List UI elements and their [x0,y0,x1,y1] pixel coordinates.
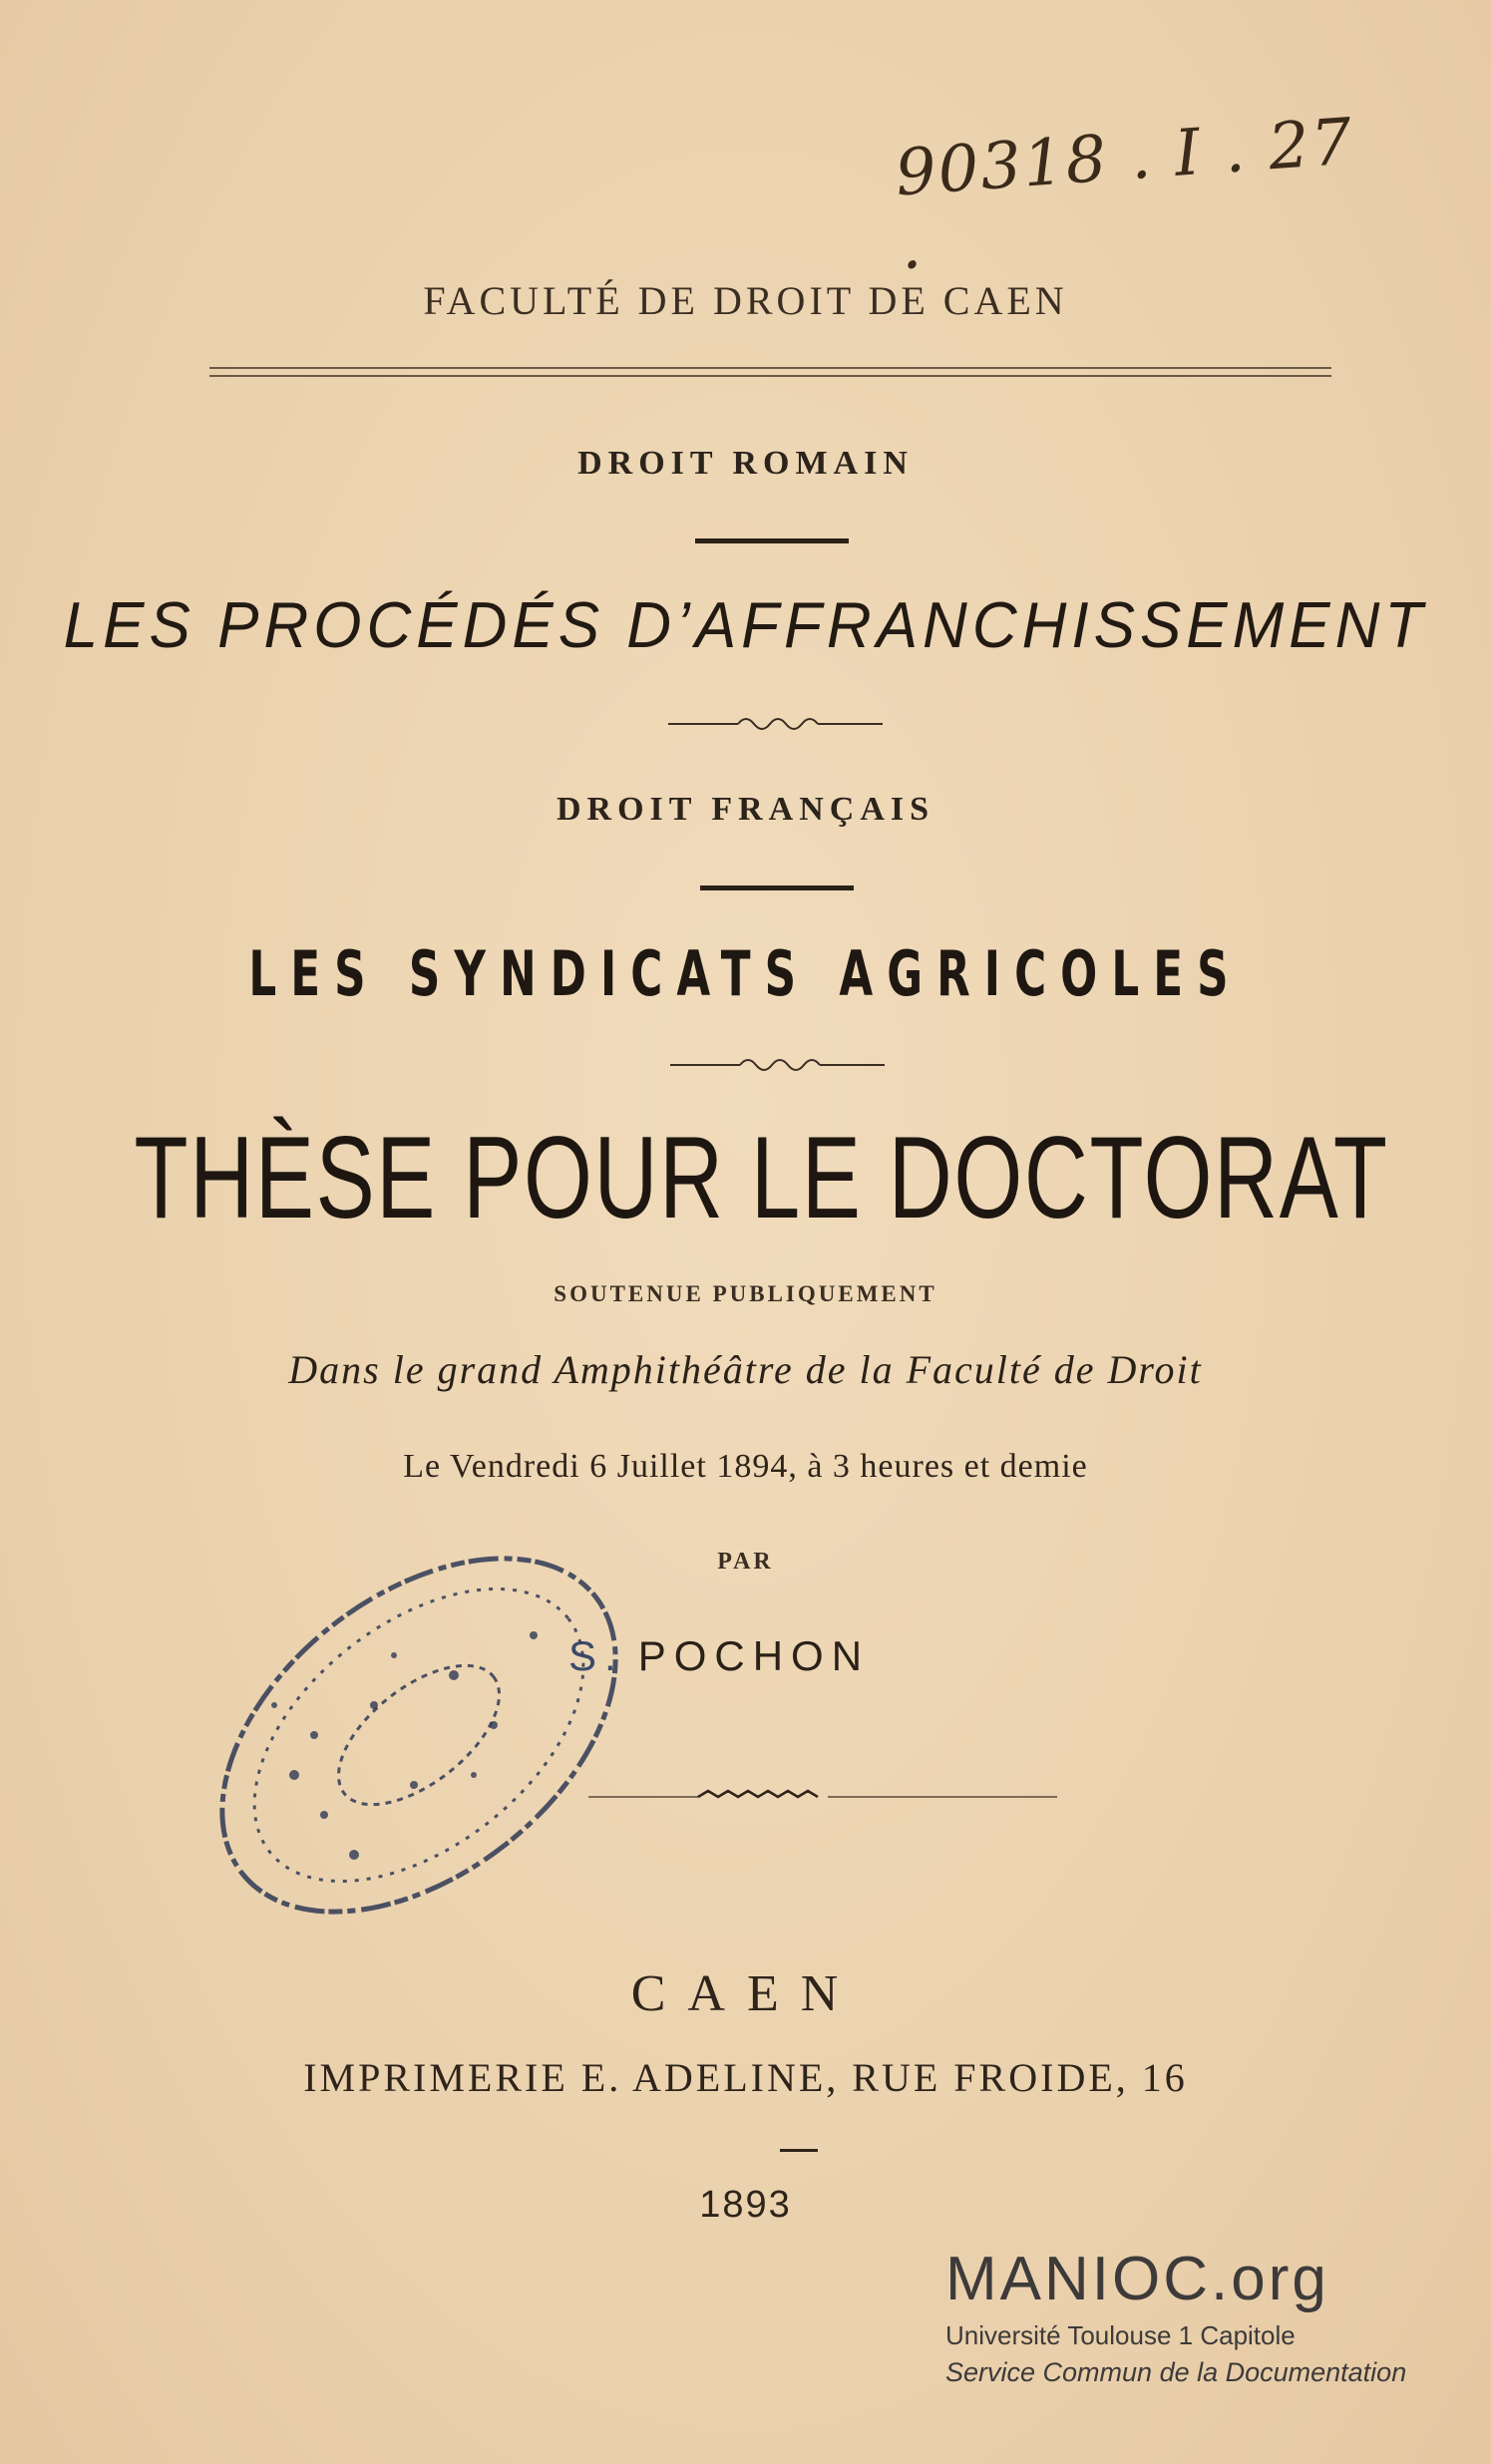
author-initial: S. [568,1632,624,1679]
imprint-city: CAEN [630,1965,861,2022]
divider-rule [209,375,1331,377]
library-stamp [175,1526,663,1944]
thesis-title: THÈSE POUR LE DOCTORAT [134,1112,1389,1242]
thesis-subtitle: SOUTENUE PUBLIQUEMENT [554,1281,937,1306]
manioc-logo: MANIOC.org [945,2245,1329,2313]
imprint-dash [780,2149,818,2152]
ornament-divider [670,1053,885,1077]
thesis-place: Dans le grand Amphithéâtre de la Faculté de Droit [288,1347,1203,1392]
title-syndicats: LES SYNDICATS AGRICOLES [248,938,1243,1011]
service-name: Service Commun de la Documentation [945,2357,1407,2387]
handwritten-shelfmark: 90318 . I . 27 . [893,105,1356,285]
thesis-date: Le Vendredi 6 Juillet 1894, à 3 heures et demie [403,1448,1088,1485]
divider-rule [209,367,1331,369]
by-label: PAR [717,1549,774,1575]
imprint-year: 1893 [699,2184,792,2226]
section-rule [700,885,854,890]
author-name: POCHON [637,1632,871,1679]
university-name: Université Toulouse 1 Capitole [945,2320,1296,2350]
manioc-watermark [945,2245,1464,2388]
ornament-divider [668,712,883,736]
section-droit-romain: DROIT ROMAIN [577,445,914,482]
section-rule [695,538,849,543]
title-affranchissement: LES PROCÉDÉS D’AFFRANCHISSEMENT [63,589,1428,662]
imprint-printer: IMPRIMERIE E. ADELINE, RUE FROIDE, 16 [303,2055,1188,2100]
faculty-heading: FACULTÉ DE DROIT DE CAEN [423,278,1068,323]
section-droit-francais: DROIT FRANÇAIS [556,791,935,828]
